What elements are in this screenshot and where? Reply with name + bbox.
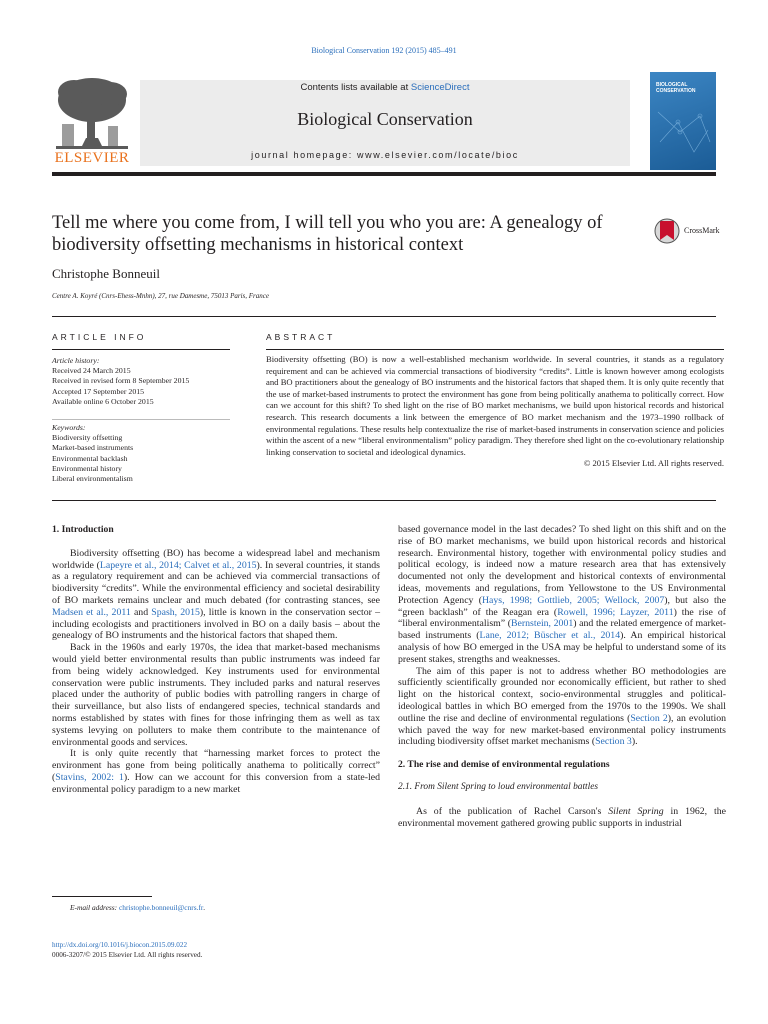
journal-homepage-link[interactable]: journal homepage: www.elsevier.com/locate/bioc [251,150,519,160]
abstract-text: Biodiversity offsetting (BO) is now a well-established mechanism worldwide. In several countries, it stands as a regulatory requirement and can be achieved via commercial transactions of biodiversity “credits”. Little is known however among ecologists and BO practitioners about the genealogy of BO instruments and the historical factors that shaped them. It is only quite recently that the use of market-based instruments to protect the environment has gone from being politically anathema to politically correct. How can we account for this shift? To shed light on the rise of BO market mechanisms, we build upon historical records and historical research. This research documents a link between the emergence of BO market mechanism and the 1973–1990 rollback of environmental regulations. These results help contextualize the rise of market-based instruments in conservation science and policies within the ascent of a new “liberal environmentalism” policy paradigm. They therefore shed light on the co-evolutionary relationship linking conservation to societal and ideological dynamics. [266,354,724,457]
footnote-end: . [203,903,206,912]
journal-cover-image[interactable] [650,72,716,170]
abstract-divider [52,500,716,501]
history-item: Accepted 17 September 2015 [52,386,145,396]
contents-line [140,82,630,93]
text-run: As of the publication of Rachel Carson's [416,805,609,817]
text-run: ), little is known in the conservation sector – including ecologists and practitioners involved in BO on a daily basis – about the genealogy of BO instruments and the historical factors that shaped them. [52,606,381,642]
text-run: Biodiversity offsetting (BO) has become a widespread label and mechanism worldwide ( [52,547,380,571]
book-title: Silent Spring [608,805,664,817]
journal-citation-link[interactable]: Biological Conservation 192 (2015) 485–491 [311,46,457,55]
cover-title-line1: BIOLOGICAL [656,82,688,88]
history-item: Received in revised form 8 September 2015 [52,376,190,386]
text-run: based governance model in the last decades? To shed light on this shift and on the rise of BO market mechanisms, we build upon historical records and historical research. Environmental history, together with environmental policy studies and political ecology, is indeed now a mature research area that has extensively documented not only the development and historical contexts of environmental ideas, movements and regulations, from Yellowstone to the US Environmental Protection Agency ( [398,524,726,606]
citation-link[interactable]: Lane, 2012; Büscher et al., 2014 [479,630,621,642]
citation-link[interactable]: Hays, 1998; Gottlieb, 2005; Wellock, 2007 [481,594,665,606]
keyword-item: Liberal environmentalism [52,474,133,484]
history-item: Received 24 March 2015 [52,366,131,376]
journal-name: Biological Conservation [297,109,473,129]
right-column [398,524,726,829]
footnote-rule [52,896,152,897]
paragraph [398,524,726,666]
text-run: ), an evolution which paved the way for new market-based environmental policy instruments including biodiversity offset market mechanisms ( [398,712,726,748]
text-run: The aim of this paper is not to address whether BO methodologies are sufficiently scientifically grounded nor economically efficient, but rather to shed light on the historical context, socio-environmental struggles and political-ideological battles in which BO emerged from the 1970s to the 1990s. We shall outline the rise and decline of environmental regulations ( [398,665,726,724]
contents-prefix: Contents lists available at [300,82,411,93]
keyword-item: Biodiversity offsetting [52,433,123,443]
section-heading-introduction: 1. Introduction [52,524,114,535]
article-title-line2: biodiversity offsetting mechanisms in historical context [52,235,464,255]
doi-link[interactable]: http://dx.doi.org/10.1016/j.biocon.2015.09.022 [52,941,188,949]
header-divider [52,172,716,176]
paragraph: Back in the 1960s and early 1970s, the idea that market-based mechanisms would yield better environmental results than public instruments was indeed far from being widely acknowledged. Key instruments used for environmental conservation were public instruments. They included parks and natural reserves placed under the authority of public bodies with patrolling rangers in charge of their surveillance, but also lists of endangered species, technical standards and norms established by states with fines for those infringing them as well as tax systems levying on polluters to make them contribute to the maintenance of environmental goods and services. [52,642,380,748]
article-info-rule [52,349,230,350]
article-title [52,212,642,256]
page-footer [52,940,202,960]
keyword-item: Environmental history [52,463,122,473]
keyword-item: Market-based instruments [52,443,134,453]
journal-header-box [140,80,630,166]
paragraph [52,548,380,642]
text-run: ). How can we account for this conversion from a state-led environmental policy paradigm to a new market [52,771,380,795]
paragraph [398,666,726,749]
author-affiliation: Centre A. Koyré (Cnrs-Ehess-Mnhn), 27, rue Damesme, 75013 Paris, France [52,292,269,300]
keywords [52,423,230,484]
text-run: in 1962, the environmental movement gathered growing public supports in industrial [398,805,727,829]
email-link[interactable]: christophe.bonneuil@cnrs.fr [119,903,204,912]
history-label: Article history: [52,356,100,365]
masthead [52,72,716,172]
citation-link[interactable]: Stavins, 2002: 1 [55,771,124,783]
left-column [52,524,380,796]
citation-link[interactable]: Madsen et al., 2011 [52,606,131,618]
text-run: ) and the related emergence of market-based instruments ( [398,618,726,642]
author-name: Christophe Bonneuil [52,266,160,281]
email-label: E-mail address: [70,903,119,912]
article-title-line1: Tell me where you come from, I will tell you who you are: A genealogy of [52,213,603,233]
issn-copyright: 0006-3207/© 2015 Elsevier Ltd. All rights reserved. [52,951,203,959]
elsevier-tree-logo-icon [52,72,132,168]
text-run: It is only quite recently that “harnessing market forces to protect the environment has gone from being politically anathema to politically correct” ( [52,748,380,783]
abstract-copyright: © 2015 Elsevier Ltd. All rights reserved. [583,458,724,469]
section-link[interactable]: Section 2 [630,712,668,724]
citation-link[interactable]: Bernstein, 2001 [511,618,574,630]
text-run: ). [631,736,638,748]
crossmark-label: CrossMark [684,226,720,235]
footnote [70,903,205,912]
article-history [52,356,230,407]
keyword-item: Environmental backlash [52,453,128,463]
info-divider [52,419,230,420]
keywords-label: Keywords: [52,423,86,432]
text-run: ). An empirical historical analysis of how BO emerged in the USA may be helpful to understand some of its present stakes, strengths and weaknesses. [398,630,726,665]
crossmark-button[interactable] [654,216,726,246]
text-run: and [130,606,152,618]
crossmark-icon [654,216,680,246]
citation-link[interactable]: Spash, 2015 [151,606,200,618]
section-heading-2: 2. The rise and demise of environmental regulations [398,759,610,771]
elsevier-wordmark: ELSEVIER [54,150,130,166]
text-run: ) the rise of “liberal environmentalism” ( [398,606,726,630]
abstract-body [266,354,724,470]
text-run: ). In several countries, it stands as a regulatory requirement and can be achieved via commercial transactions of biodiversity “credits”. While the environmental efficiency and societal desirability of BO markets remains unclear and much debated (for contrasting stances, see [52,559,380,606]
text-run: ), but also the “green backlash” of the Reagan era ( [398,594,726,618]
cover-title-line2: CONSERVATION [656,88,696,94]
sciencedirect-link[interactable]: ScienceDirect [410,82,470,93]
citation-link[interactable]: Rowell, 1996; Layzer, 2011 [557,606,674,618]
citation-link[interactable]: Lapeyre et al., 2014; Calvet et al., 2015 [99,559,257,571]
paragraph [52,748,380,795]
abstract-rule [266,349,724,350]
history-item: Available online 6 October 2015 [52,396,154,406]
section-link[interactable]: Section 3 [595,736,632,748]
abstract-label: ABSTRACT [266,332,336,342]
article-info-label: ARTICLE INFO [52,332,147,342]
subsection-heading-2-1: 2.1. From Silent Spring to loud environmental battles [398,781,599,792]
affiliation-divider [52,316,716,317]
paragraph [398,806,726,830]
